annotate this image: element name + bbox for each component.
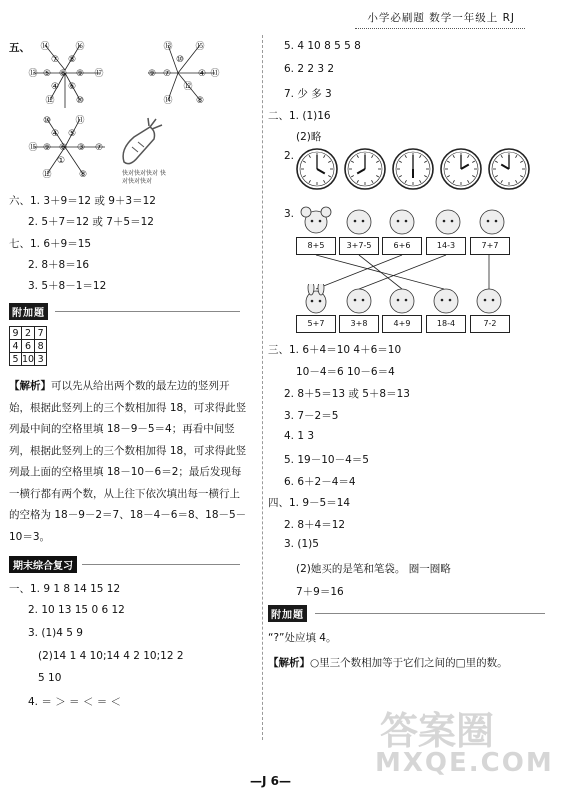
fig2-node: ⑧ xyxy=(195,96,205,106)
fig3-node: ③ xyxy=(76,143,86,153)
grid-cell: 2 xyxy=(22,327,35,340)
page-header: 小学必刷题 数学一年级上 RJ xyxy=(367,12,515,24)
answer-line: (2)14 1 4 10;14 4 2 10;12 2 xyxy=(38,650,184,662)
answer-line: (2)略 xyxy=(296,131,322,143)
qimo-rule xyxy=(82,564,240,565)
jiexi-paragraph xyxy=(9,376,247,548)
fig1-node: ④ xyxy=(50,82,60,92)
bottom-card: 7-2 xyxy=(470,315,510,333)
fig2-node: ⑩ xyxy=(175,55,185,65)
jiexi-paragraph-right xyxy=(268,652,548,674)
answer-line: 二、1. (1)16 xyxy=(268,110,331,122)
fig2-node: ⑬ xyxy=(163,42,173,52)
magic-grid xyxy=(9,326,47,366)
answer-line: 3. (1)4 5 9 xyxy=(28,627,83,639)
answer-line: 六、1. 3＋9＝12 或 9＋3＝12 xyxy=(9,195,156,207)
answer-line: 2. 8＋4＝12 xyxy=(284,519,346,531)
fig1-node: ⑫ xyxy=(45,96,55,106)
number-figure-2 xyxy=(140,38,225,113)
answer-line: 2. 5＋7＝12 或 7＋5＝12 xyxy=(28,216,154,228)
clock-row xyxy=(295,145,545,195)
section-wu-label: 五、 xyxy=(9,42,30,54)
clock-face xyxy=(489,149,529,189)
fig1-node: ⑩ xyxy=(75,96,85,106)
fujia-tag: 附加题 xyxy=(9,303,48,320)
grid-cell: 5 xyxy=(10,353,22,366)
column-divider xyxy=(262,35,263,740)
answer-line: 10－4＝6 10－6＝4 xyxy=(296,366,395,378)
top-card: 8+5 xyxy=(296,237,336,255)
animal-faces-bottom xyxy=(296,284,516,314)
clock-face xyxy=(441,149,481,189)
answer-line: 7＋9＝16 xyxy=(296,586,344,598)
answer-line: 三、1. 6＋4＝10 4＋6＝10 xyxy=(268,344,402,356)
bottom-card: 5+7 xyxy=(296,315,336,333)
header-divider xyxy=(355,28,525,29)
answer-line: 2. 10 13 15 0 6 12 xyxy=(28,604,125,616)
fig3-node: ⑩ xyxy=(42,116,52,126)
animal-faces-top xyxy=(296,206,516,236)
fujia-tag-right: 附加题 xyxy=(268,605,307,622)
fig3-node: ⑪ xyxy=(75,116,85,126)
grid-cell: 8 xyxy=(35,340,47,353)
clock-face xyxy=(345,149,385,189)
answer-line: 3. 5＋8－1＝12 xyxy=(28,280,107,292)
number-figure-3 xyxy=(25,112,115,187)
fig2-node: ⑭ xyxy=(163,96,173,106)
fig2-node: ⑪ xyxy=(210,69,220,79)
grid-cell: 6 xyxy=(22,340,35,353)
clock-face xyxy=(393,149,433,189)
answer-line: “?”处应填 4。 xyxy=(268,632,337,644)
answer-line: 5 10 xyxy=(38,672,62,684)
answer-line: 2. 8＋5＝13 或 5＋8＝13 xyxy=(284,388,410,400)
fig1-node: ⑯ xyxy=(75,42,85,52)
fig1-node: ⑰ xyxy=(94,69,104,79)
fig3-node: ① xyxy=(56,156,66,166)
watermark-text: 答案圈 xyxy=(380,709,495,753)
fig3-node: ⑨ xyxy=(42,143,52,153)
number-figure-1 xyxy=(25,38,110,113)
answer-line: (2)她买的是笔和笔袋。 圈一圈略 xyxy=(296,563,451,575)
top-card: 14-3 xyxy=(426,237,466,255)
carrot-logo-text: 快对快对快对 快对快对快对 xyxy=(122,170,166,185)
answer-line: 四、1. 9－5＝14 xyxy=(268,497,351,509)
fig1-node: ⑧ xyxy=(67,55,77,65)
grid-cell: 3 xyxy=(35,353,47,366)
fig1-node: ⑨ xyxy=(75,69,85,79)
grid-cell: 9 xyxy=(10,327,22,340)
watermark-url: MXQE.COM xyxy=(375,748,554,778)
answer-line: 一、1. 9 1 8 14 15 12 xyxy=(9,583,121,595)
fig3-node: ⑫ xyxy=(42,170,52,180)
bottom-card: 3+8 xyxy=(339,315,379,333)
top-card: 6+6 xyxy=(382,237,422,255)
fig2-node: ⑦ xyxy=(162,69,172,79)
qimo-tag: 期末综合复习 xyxy=(9,556,77,573)
answer-line: 6. 6＋2－4＝4 xyxy=(284,476,356,488)
jiexi-text: ○里三个数相加等于它们之间的□里的数。 xyxy=(310,657,508,669)
grid-cell: 7 xyxy=(35,327,47,340)
answer-line: 7. 少 多 3 xyxy=(284,88,332,100)
answer-line: 3. 7－2＝5 xyxy=(284,410,339,422)
jiexi-text: 可以先从给出两个数的最左边的竖列开始，根据此竖列上的三个数相加得 18，可求得此竖列最中间的空格里填 18－9－5＝4；再看中间竖列，根据此竖列上的三个数相加得 18，可求得此竖列最上面的空格里填 18－10－6＝2；最后发现每一横行都有两个数，从上往下依次填出每一横行上的空格为 18－9－2＝7、18－4－6＝8、18－5－10＝3。 xyxy=(9,380,247,543)
answer-line: 5. 19－10－4＝5 xyxy=(284,454,369,466)
top-card: 7+7 xyxy=(470,237,510,255)
fig1-node: ⑭ xyxy=(40,42,50,52)
fig1-node: ⑧ xyxy=(58,69,68,79)
fig3-node: ⑧ xyxy=(78,170,88,180)
answer-line: 6. 2 2 3 2 xyxy=(284,63,335,75)
fig1-node: ⑤ xyxy=(42,69,52,79)
fig1-node: ⑦ xyxy=(50,55,60,65)
fig1-node: ⑥ xyxy=(67,82,77,92)
question-number: 2. xyxy=(284,150,295,162)
fig3-node: ⑮ xyxy=(28,143,38,153)
answer-line: 七、1. 6＋9＝15 xyxy=(9,238,92,250)
clock-face xyxy=(297,149,337,189)
fujia-rule xyxy=(55,311,240,312)
grid-cell: 10 xyxy=(22,353,35,365)
jiexi-label: 【解析】 xyxy=(268,657,310,669)
page-number: —J 6— xyxy=(250,774,291,788)
fujia-rule-right xyxy=(315,613,545,614)
top-card: 3+7-5 xyxy=(339,237,379,255)
fig3-node: ⑥ xyxy=(58,143,68,153)
jiexi-label: 【解析】 xyxy=(9,380,51,392)
fig2-node: ⑫ xyxy=(183,82,193,92)
answer-line: 4. ＝ ＞ ＝ ＜ ＝ ＜ xyxy=(28,696,122,708)
fig2-node: ⑮ xyxy=(195,42,205,52)
fig3-node: ⑦ xyxy=(94,143,104,153)
fig2-node: ⑨ xyxy=(147,69,157,79)
fig3-node: ④ xyxy=(50,129,60,139)
answer-line: 3. (1)5 xyxy=(284,538,319,550)
fig2-node: ④ xyxy=(197,69,207,79)
answer-line: 5. 4 10 8 5 5 8 xyxy=(284,40,361,52)
fig1-node: ⑬ xyxy=(28,69,38,79)
answer-line: 2. 8＋8＝16 xyxy=(28,259,90,271)
bottom-card: 18-4 xyxy=(426,315,466,333)
grid-cell: 4 xyxy=(10,340,22,353)
bottom-card: 4+9 xyxy=(382,315,422,333)
fig3-node: ⑤ xyxy=(67,129,77,139)
question-number: 3. xyxy=(284,208,295,220)
carrot-logo-icon xyxy=(116,117,166,172)
answer-line: 4. 1 3 xyxy=(284,430,315,442)
